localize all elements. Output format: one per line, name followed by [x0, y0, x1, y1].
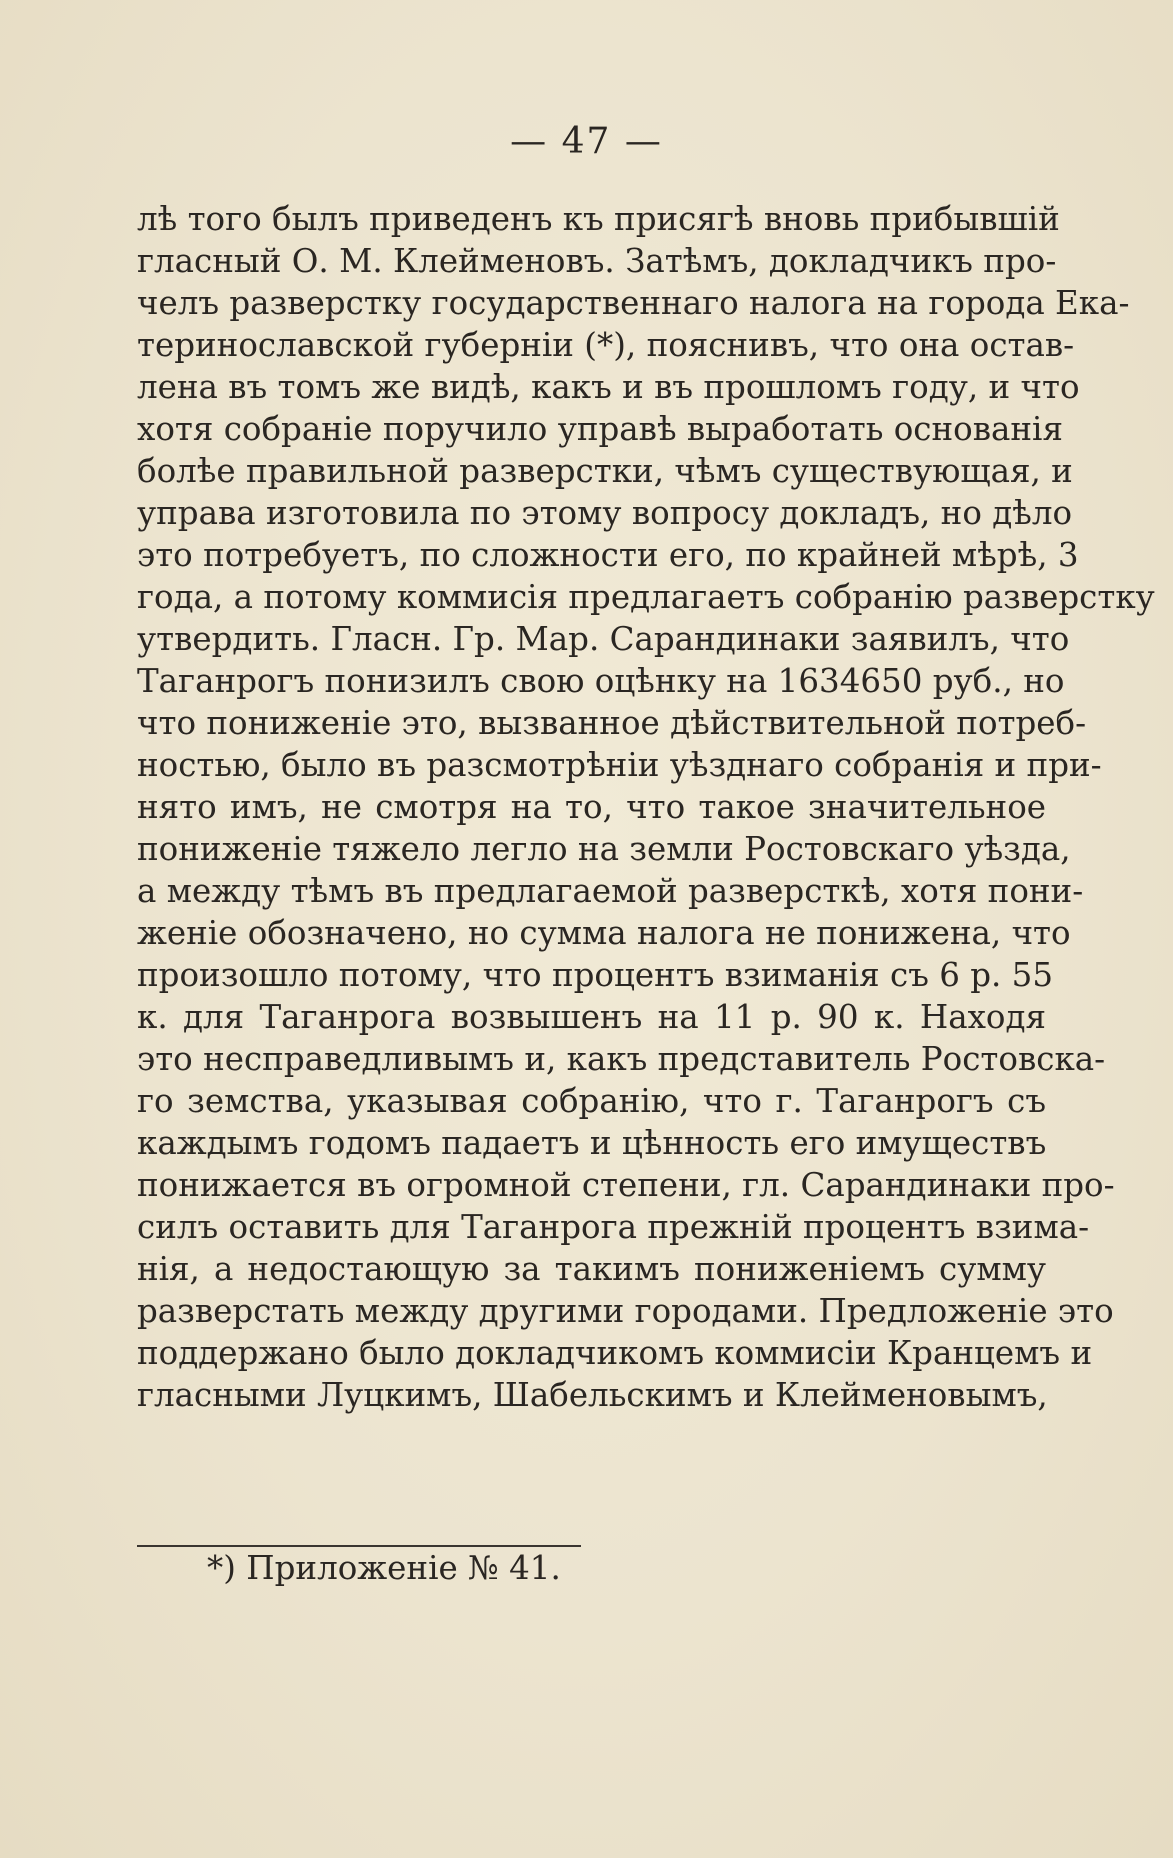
text-line: го земства, указывая собранію, что г. Таганрогъ съ — [137, 1082, 1046, 1120]
text-line: челъ разверстку государственнаго налога на города Ека- — [137, 284, 1130, 322]
footnote: *) Приложеніе № 41. — [207, 1549, 561, 1587]
text-line: силъ оставить для Таганрога прежній процентъ взима- — [137, 1208, 1090, 1246]
text-line: поддержано было докладчикомъ коммисіи Кранцемъ и — [137, 1334, 1093, 1372]
text-line: хотя собраніе поручило управѣ выработать основанія — [137, 410, 1063, 448]
text-line: лѣ того былъ приведенъ къ присягѣ вновь прибывшій — [137, 200, 1060, 238]
text-line: лена въ томъ же видѣ, какъ и въ прошломъ году, и что — [137, 368, 1080, 406]
text-line: гласный О. М. Клейменовъ. Затѣмъ, докладчикъ про- — [137, 242, 1057, 280]
text-line: каждымъ годомъ падаетъ и цѣнность его имуществъ — [137, 1124, 1047, 1162]
text-line: года, а потому коммисія предлагаетъ собранію разверстку — [137, 578, 1155, 616]
text-line: пониженіе тяжело легло на земли Ростовскаго уѣзда, — [137, 830, 1071, 868]
text-line: это потребуетъ, по сложности его, по крайней мѣрѣ, 3 — [137, 536, 1079, 574]
text-line: болѣе правильной разверстки, чѣмъ существующая, и — [137, 452, 1073, 490]
text-line: утвердить. Гласн. Гр. Мар. Сарандинаки заявилъ, что — [137, 620, 1070, 658]
text-line: это несправедливымъ и, какъ представитель Ростовска- — [137, 1040, 1106, 1078]
text-line: гласными Луцкимъ, Шабельскимъ и Клейменовымъ, — [137, 1376, 1048, 1414]
text-line: разверстать между другими городами. Предложеніе это — [137, 1292, 1114, 1330]
text-line: нія, а недостающую за такимъ пониженіемъ сумму — [137, 1250, 1046, 1288]
text-line: понижается въ огромной степени, гл. Сарандинаки про- — [137, 1166, 1115, 1204]
text-line: Таганрогъ понизилъ свою оцѣнку на 1634650 руб., но — [137, 662, 1065, 700]
text-line: управа изготовила по этому вопросу докладъ, но дѣло — [137, 494, 1073, 532]
text-line: женіе обозначено, но сумма налога не понижена, что — [137, 914, 1071, 952]
text-line: нято имъ, не смотря на то, что такое значительное — [137, 788, 1046, 826]
body-text — [137, 198, 1155, 1416]
text-line: теринославской губерніи (*), пояснивъ, что она остав- — [137, 326, 1075, 364]
page-number: — 47 — — [510, 121, 663, 162]
text-line: произошло потому, что процентъ взиманія съ 6 р. 55 — [137, 956, 1054, 994]
text-line: ностью, было въ разсмотрѣніи уѣзднаго собранія и при- — [137, 746, 1102, 784]
text-line: что пониженіе это, вызванное дѣйствительной потреб- — [137, 704, 1087, 742]
text-line: к. для Таганрога возвышенъ на 11 р. 90 к. Находя — [137, 998, 1046, 1036]
text-line: а между тѣмъ въ предлагаемой разверсткѣ, хотя пони- — [137, 872, 1084, 910]
